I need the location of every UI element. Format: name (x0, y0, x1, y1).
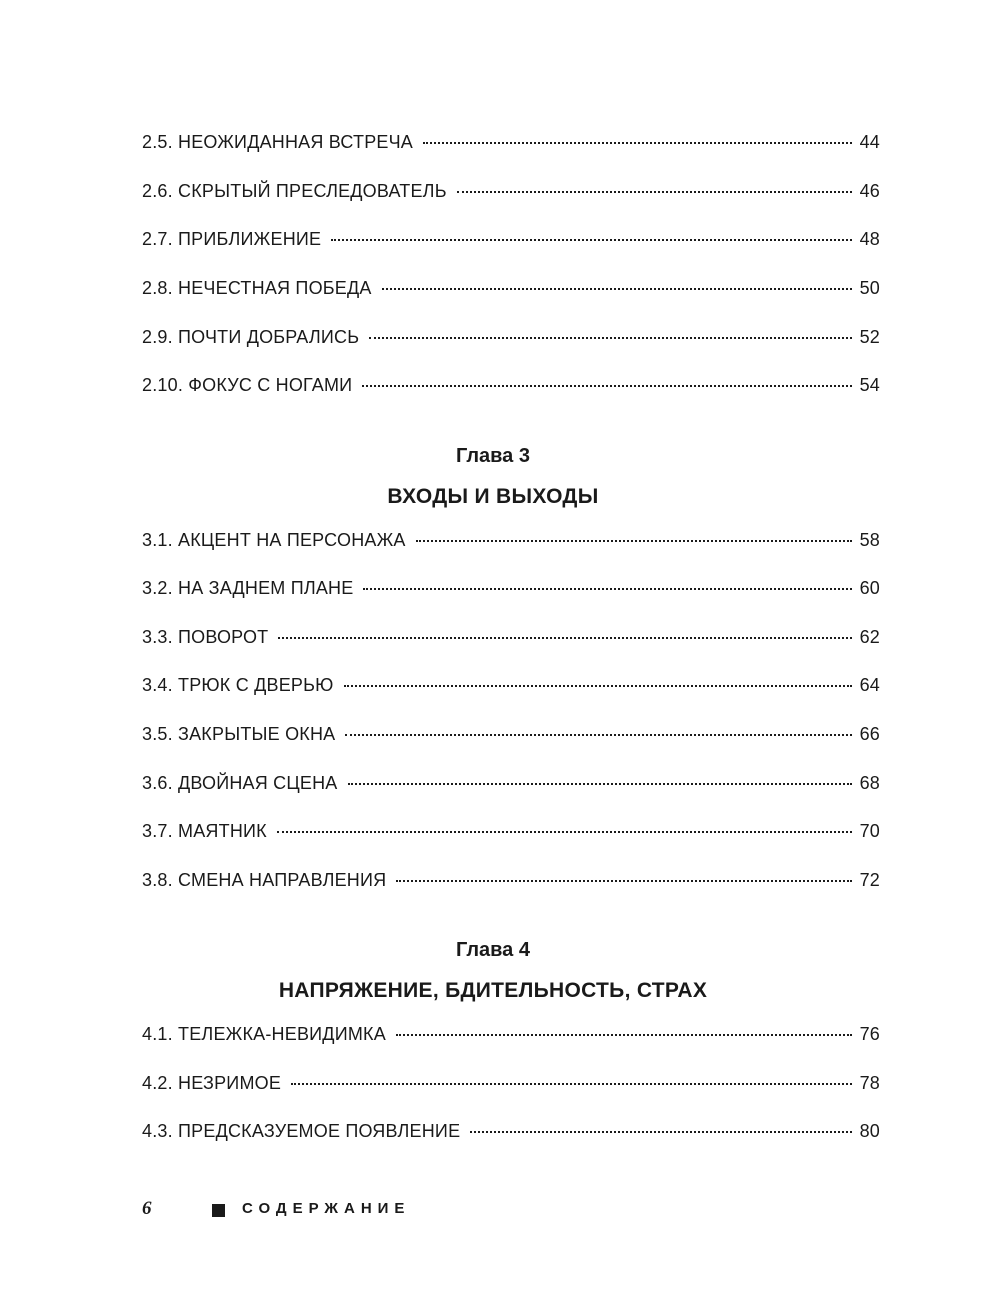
dot-leader (291, 1083, 852, 1085)
toc-entry-title: 3.8. СМЕНА НАПРАВЛЕНИЯ (142, 870, 387, 890)
toc-entry (142, 1121, 880, 1145)
toc-entry (142, 375, 880, 399)
toc-entry-title: 2.9. ПОЧТИ ДОБРАЛИСЬ (142, 327, 360, 347)
toc-entry (142, 578, 880, 602)
dot-leader (369, 337, 851, 339)
dot-leader (416, 540, 852, 542)
toc-entry-title: 2.7. ПРИБЛИЖЕНИЕ (142, 229, 322, 249)
toc-entry-title: 4.1. ТЕЛЕЖКА-НЕВИДИМКА (142, 1024, 386, 1044)
toc-entry (142, 327, 880, 351)
dot-leader (277, 831, 852, 833)
running-footer-section: СОДЕРЖАНИЕ (242, 1200, 411, 1217)
dot-leader (457, 191, 852, 193)
toc-entry-page: 62 (859, 627, 880, 647)
toc-entry-title: 3.4. ТРЮК С ДВЕРЬЮ (142, 675, 334, 695)
square-bullet-icon (212, 1204, 225, 1217)
toc-entry-page: 52 (859, 327, 880, 347)
toc-entry-page: 70 (859, 821, 880, 841)
toc-entry-page: 58 (859, 530, 880, 550)
page-number: 6 (142, 1198, 152, 1219)
dot-leader (396, 880, 851, 882)
toc-entry-title: 2.8. НЕЧЕСТНАЯ ПОБЕДА (142, 278, 372, 298)
toc-entry-title: 4.2. НЕЗРИМОЕ (142, 1073, 282, 1093)
dot-leader (382, 288, 852, 290)
dot-leader (362, 385, 851, 387)
toc-entry (142, 1024, 880, 1048)
toc-entry-page: 54 (859, 375, 880, 395)
toc-entry-title: 3.1. АКЦЕНТ НА ПЕРСОНАЖА (142, 530, 406, 550)
toc-entry (142, 132, 880, 156)
dot-leader (345, 734, 851, 736)
toc-entry-title: 4.3. ПРЕДСКАЗУЕМОЕ ПОЯВЛЕНИЕ (142, 1121, 461, 1141)
dot-leader (278, 637, 851, 639)
toc-entry-page: 64 (859, 675, 880, 695)
toc-entry-page: 50 (859, 278, 880, 298)
dot-leader (348, 783, 852, 785)
toc-entry (142, 229, 880, 253)
toc-entry-page: 44 (859, 132, 880, 152)
dot-leader (423, 142, 852, 144)
toc-entry-title: 3.3. ПОВОРОТ (142, 627, 269, 647)
dot-leader (344, 685, 852, 687)
toc-entry-page: 76 (859, 1024, 880, 1044)
toc-entry (142, 675, 880, 699)
toc-entry-page: 72 (859, 870, 880, 890)
toc-entry-title: 2.6. СКРЫТЫЙ ПРЕСЛЕДОВАТЕЛЬ (142, 181, 447, 201)
chapter-number: Глава 4 (455, 939, 530, 961)
toc-entry (142, 724, 880, 748)
toc-entry (142, 181, 880, 205)
dot-leader (470, 1131, 851, 1133)
toc-entry-page: 68 (859, 773, 880, 793)
toc-entry (142, 530, 880, 554)
chapter-title: НАПРЯЖЕНИЕ, БДИТЕЛЬНОСТЬ, СТРАХ (278, 979, 708, 1002)
toc-entry-title: 2.10. ФОКУС С НОГАМИ (142, 375, 353, 395)
toc-entry-page: 46 (859, 181, 880, 201)
toc-entry-title: 2.5. НЕОЖИДАННАЯ ВСТРЕЧА (142, 132, 414, 152)
dot-leader (331, 239, 851, 241)
toc-entry (142, 821, 880, 845)
toc-entry-title: 3.5. ЗАКРЫТЫЕ ОКНА (142, 724, 336, 744)
toc-entry-page: 48 (859, 229, 880, 249)
dot-leader (363, 588, 851, 590)
chapter-title: ВХОДЫ И ВЫХОДЫ (387, 485, 599, 508)
toc-entry-title: 3.7. МАЯТНИК (142, 821, 267, 841)
toc-entry (142, 627, 880, 651)
toc-entry (142, 1073, 880, 1097)
toc-entry-page: 80 (859, 1121, 880, 1141)
toc-entry-page: 78 (859, 1073, 880, 1093)
toc-entry (142, 278, 880, 302)
toc-entry (142, 773, 880, 797)
toc-entry (142, 870, 880, 894)
toc-entry-page: 60 (859, 578, 880, 598)
toc-entry-title: 3.2. НА ЗАДНЕМ ПЛАНЕ (142, 578, 354, 598)
toc-entry-title: 3.6. ДВОЙНАЯ СЦЕНА (142, 773, 338, 793)
chapter-number: Глава 3 (455, 445, 530, 467)
toc-entry-page: 66 (859, 724, 880, 744)
dot-leader (396, 1034, 852, 1036)
